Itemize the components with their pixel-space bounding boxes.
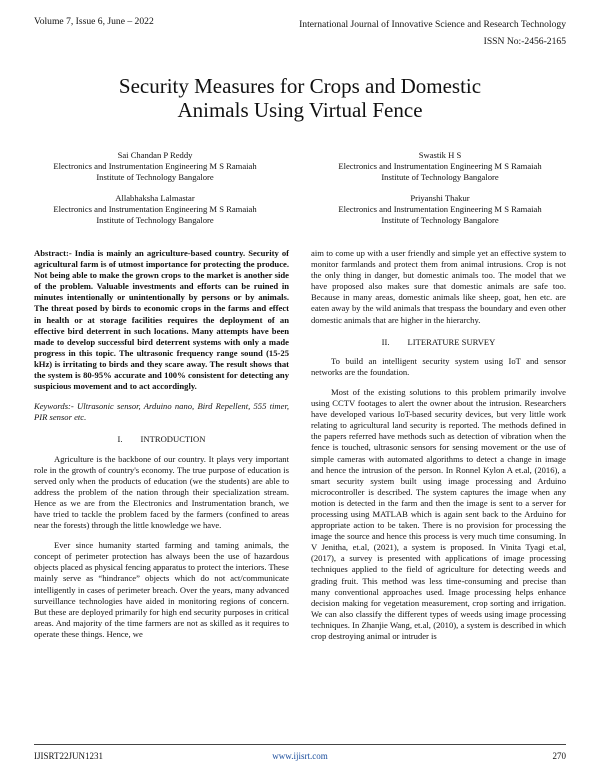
footer-divider	[34, 744, 566, 745]
journal-header	[299, 16, 566, 50]
author-dept: Electronics and Instrumentation Engineering M S Ramaiah	[338, 161, 542, 171]
paper-title	[0, 74, 600, 122]
author-dept: Electronics and Instrumentation Engineering M S Ramaiah	[53, 161, 257, 171]
literature-paragraph-2: Most of the existing solutions to this problem primarily involve using CCTV footages to alert the owner about the intrusion. Researchers have developed various IoT-based security devices, but very little work relating to agricultural land security is reported. The methods defined in the papers referred have methods such as detection of vibration when the fence is touched, ultrasonic sensors for sensing movement or the use of simple cameras with automated algorithms to detect a change in image and hence the intrusion of the person. In Ronnel Kylon A et.al, (2016), a smart security system built using image processing and Arduino microcontroller is described. The system captures the image when any motion is detected in the farm and then the image is sent to a server for processing using MATLAB which is again sent back to the Arduino for appropriate action to be taken. There is no provision for processing the image the source and hence this process is very much time consuming. In V Jenitha, et.al, (2021), a system is proposed. In Vinita Tyagi et.al, (2017), a survey is presented with applications of image processing techniques applied to the field of agriculture for detecting weeds and grading fruit. This method was less time-consuming and precise than many conventional approaches used. Image processing helps enhance decision making for vegetation measurement, crop sorting and irrigation. We can also classify the different types of weeds using image processing techniques. In Zhanjie Wang, et.al, (2010), a system is described in which crop destroying animal or intruder is	[311, 386, 566, 641]
intro-paragraph-1: Agriculture is the backbone of our country. It plays very important role in the growth of country's economy. The true purpose of education is served only when the products of education (we the students) are able to address the problem of the nation through their specialization stream. Hence as we are from the Electronics and Instrumentation branch, we have tried to tackle the problem faced by the farmers (confined to areas near the forests) through the little knowledge we have.	[34, 453, 289, 531]
author-name: Sai Chandan P Reddy	[117, 150, 193, 160]
author-dept: Electronics and Instrumentation Engineering M S Ramaiah	[53, 204, 257, 214]
section-title: LITERATURE SURVEY	[407, 336, 496, 347]
abstract: Abstract:- India is mainly an agriculture-based country. Security of agricultural farm is of utmost importance for protecting the produce. Not being able to make the grown crops to the market is another side of the problem. Valuable investments and efforts can be ruined in minutes intentionally or unintentionally by persons or by animals. The threat posed by birds to economic crops in the farms and effect in health or at storage facilities requires the deployment of an effective bird deterrent in such locations. Many attempts have been made to develop successful bird deterrent systems with only a made progress in this topic. The ultrasonic frequency range sound (15-25 kHz) is irritating to birds and they scare away. The result shows that the system is 80-95% accurate and 100% consistent for detecting any suspicious movement and to act accordingly.	[34, 248, 289, 392]
author-name: Priyanshi Thakur	[410, 193, 470, 203]
journal-issn: ISSN No:-2456-2165	[483, 36, 566, 47]
section-title: INTRODUCTION	[140, 434, 206, 445]
author-1	[30, 150, 280, 183]
author-inst: Institute of Technology Bangalore	[381, 172, 499, 182]
literature-paragraph-1: To build an intelligent security system using IoT and sensor networks are the foundation.	[311, 355, 566, 377]
footer-paper-id: IJISRT22JUN1231	[34, 751, 103, 761]
section-heading-literature-survey	[311, 337, 566, 348]
author-dept: Electronics and Instrumentation Engineering M S Ramaiah	[338, 204, 542, 214]
left-column	[34, 248, 289, 649]
title-line-1: Security Measures for Crops and Domestic	[118, 74, 482, 98]
section-heading-introduction	[34, 434, 289, 445]
title-line-2: Animals Using Virtual Fence	[177, 98, 423, 122]
journal-name: International Journal of Innovative Science and Research Technology	[299, 19, 566, 30]
section-number: I.	[117, 434, 123, 445]
author-name: Allabhaksha Lalmastar	[115, 193, 195, 203]
journal-volume: Volume 7, Issue 6, June – 2022	[34, 16, 154, 27]
right-column	[311, 248, 566, 651]
footer-page-number: 270	[552, 751, 566, 761]
author-3	[30, 193, 280, 226]
author-2	[310, 150, 570, 183]
author-4	[310, 193, 570, 226]
section-number: II.	[381, 336, 390, 347]
author-inst: Institute of Technology Bangalore	[96, 215, 214, 225]
intro-paragraph-2: Ever since humanity started farming and taming animals, the concept of perimeter protection has always been the use of hazardous objects placed as physical fencing apparatus to protect the interiors. These mainly serve as “hindrance” objects which do not act/communicate intelligently in cases of perimeter breach. Over the years, many advanced surveillance technologies have aided in monitoring regions of concern. But these are deployed primarily for high end security purposes in critical areas. And majority of the time farmers are not as skilled as it requires to operate these things. Hence, we	[34, 540, 289, 639]
footer-website-link[interactable]: www.ijisrt.com	[272, 751, 328, 761]
author-name: Swastik H S	[418, 150, 462, 160]
author-inst: Institute of Technology Bangalore	[381, 215, 499, 225]
intro-paragraph-3: aim to come up with a user friendly and simple yet an effective system to monitor farmlands and protect them from animal intrusions. Crop is not the only thing in danger, but domestic animals too. The model that we have proposed also makes sure that domestic animals are safe too. Because in many areas, domestic animals like sheep, goat, hen etc. are eaten away by the wild animals that trespass the boundary and even other domestic animals that are higher in the hierarchy.	[311, 248, 566, 325]
keywords: Keywords:- Ultrasonic sensor, Arduino nano, Bird Repellent, 555 timer, PIR sensor etc.	[34, 401, 289, 423]
author-inst: Institute of Technology Bangalore	[96, 172, 214, 182]
